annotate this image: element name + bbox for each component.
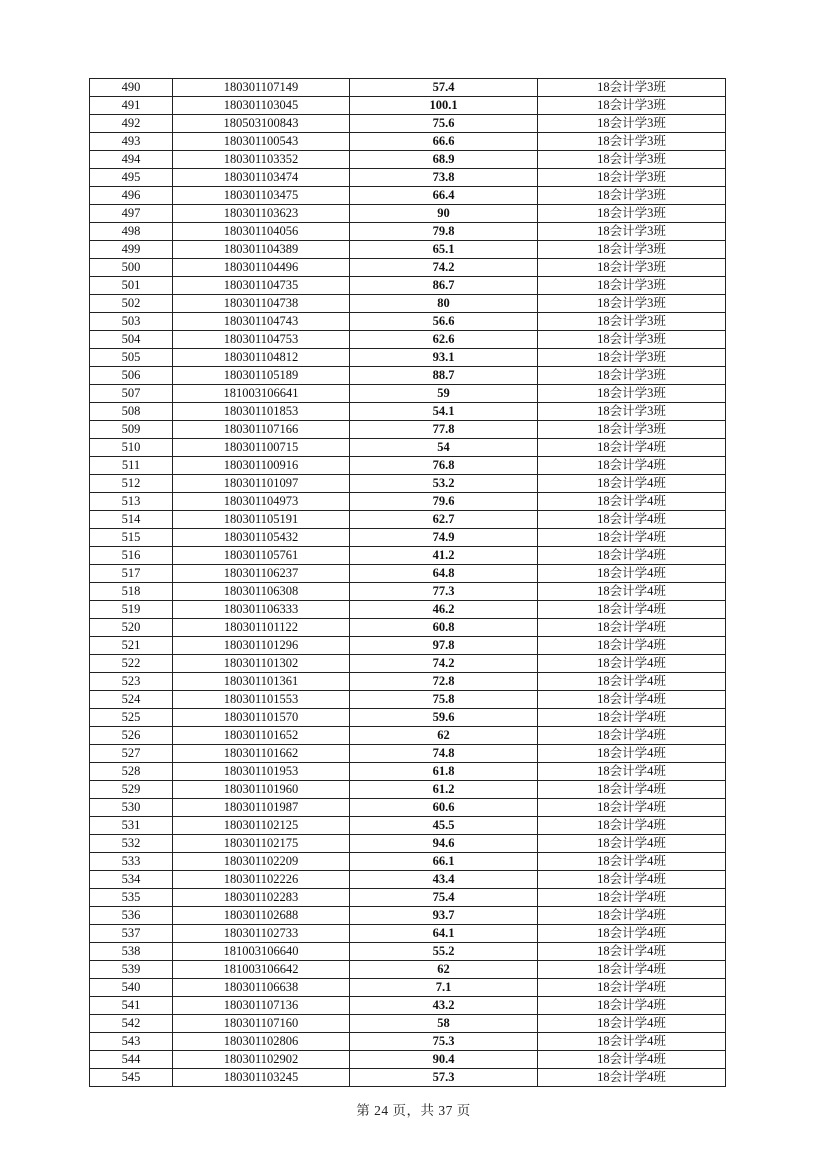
table-row	[90, 169, 726, 187]
score-cell: 90.4	[350, 1051, 538, 1069]
score-cell: 73.8	[350, 169, 538, 187]
row-number-cell: 545	[90, 1069, 173, 1087]
student-id-cell: 180301101652	[173, 727, 350, 745]
row-number-cell: 522	[90, 655, 173, 673]
student-id-cell: 180301102209	[173, 853, 350, 871]
class-name-cell: 18会计学4班	[538, 943, 726, 961]
student-id-cell: 180301106333	[173, 601, 350, 619]
class-name-cell: 18会计学3班	[538, 385, 726, 403]
score-cell: 61.8	[350, 763, 538, 781]
table-row	[90, 133, 726, 151]
table-row	[90, 331, 726, 349]
table-row	[90, 151, 726, 169]
row-number-cell: 499	[90, 241, 173, 259]
score-cell: 61.2	[350, 781, 538, 799]
student-id-cell: 180301103623	[173, 205, 350, 223]
student-id-cell: 180301105432	[173, 529, 350, 547]
row-number-cell: 497	[90, 205, 173, 223]
score-cell: 74.9	[350, 529, 538, 547]
table-row	[90, 709, 726, 727]
table-row	[90, 439, 726, 457]
row-number-cell: 526	[90, 727, 173, 745]
score-cell: 46.2	[350, 601, 538, 619]
class-name-cell: 18会计学4班	[538, 781, 726, 799]
grades-table-body	[90, 79, 726, 1087]
score-cell: 45.5	[350, 817, 538, 835]
class-name-cell: 18会计学4班	[538, 763, 726, 781]
score-cell: 74.2	[350, 259, 538, 277]
score-cell: 59	[350, 385, 538, 403]
row-number-cell: 501	[90, 277, 173, 295]
row-number-cell: 519	[90, 601, 173, 619]
student-id-cell: 180301102283	[173, 889, 350, 907]
class-name-cell: 18会计学3班	[538, 241, 726, 259]
student-id-cell: 180301101097	[173, 475, 350, 493]
table-row	[90, 529, 726, 547]
table-row	[90, 1033, 726, 1051]
class-name-cell: 18会计学4班	[538, 511, 726, 529]
table-row	[90, 583, 726, 601]
student-id-cell: 180301102733	[173, 925, 350, 943]
table-row	[90, 601, 726, 619]
student-id-cell: 180301102125	[173, 817, 350, 835]
table-row	[90, 403, 726, 421]
row-number-cell: 536	[90, 907, 173, 925]
class-name-cell: 18会计学4班	[538, 583, 726, 601]
class-name-cell: 18会计学3班	[538, 295, 726, 313]
row-number-cell: 504	[90, 331, 173, 349]
row-number-cell: 505	[90, 349, 173, 367]
class-name-cell: 18会计学4班	[538, 853, 726, 871]
class-name-cell: 18会计学4班	[538, 871, 726, 889]
score-cell: 57.4	[350, 79, 538, 97]
class-name-cell: 18会计学3班	[538, 331, 726, 349]
row-number-cell: 535	[90, 889, 173, 907]
student-id-cell: 180301104389	[173, 241, 350, 259]
row-number-cell: 514	[90, 511, 173, 529]
class-name-cell: 18会计学4班	[538, 691, 726, 709]
row-number-cell: 523	[90, 673, 173, 691]
table-row	[90, 781, 726, 799]
score-cell: 77.8	[350, 421, 538, 439]
student-id-cell: 180301105189	[173, 367, 350, 385]
row-number-cell: 508	[90, 403, 173, 421]
row-number-cell: 521	[90, 637, 173, 655]
table-row	[90, 475, 726, 493]
class-name-cell: 18会计学4班	[538, 1051, 726, 1069]
class-name-cell: 18会计学4班	[538, 619, 726, 637]
table-row	[90, 799, 726, 817]
class-name-cell: 18会计学3班	[538, 205, 726, 223]
class-name-cell: 18会计学4班	[538, 529, 726, 547]
row-number-cell: 531	[90, 817, 173, 835]
score-cell: 62.7	[350, 511, 538, 529]
table-row	[90, 115, 726, 133]
table-row	[90, 511, 726, 529]
row-number-cell: 534	[90, 871, 173, 889]
student-id-cell: 180301104735	[173, 277, 350, 295]
score-cell: 88.7	[350, 367, 538, 385]
table-row	[90, 637, 726, 655]
row-number-cell: 511	[90, 457, 173, 475]
student-id-cell: 181003106641	[173, 385, 350, 403]
row-number-cell: 491	[90, 97, 173, 115]
table-row	[90, 925, 726, 943]
score-cell: 60.6	[350, 799, 538, 817]
class-name-cell: 18会计学4班	[538, 979, 726, 997]
class-name-cell: 18会计学3班	[538, 223, 726, 241]
class-name-cell: 18会计学4班	[538, 727, 726, 745]
row-number-cell: 520	[90, 619, 173, 637]
score-cell: 57.3	[350, 1069, 538, 1087]
student-id-cell: 180301102226	[173, 871, 350, 889]
class-name-cell: 18会计学4班	[538, 799, 726, 817]
score-cell: 43.2	[350, 997, 538, 1015]
student-id-cell: 180301104738	[173, 295, 350, 313]
class-name-cell: 18会计学4班	[538, 655, 726, 673]
row-number-cell: 510	[90, 439, 173, 457]
class-name-cell: 18会计学4班	[538, 709, 726, 727]
table-row	[90, 979, 726, 997]
student-id-cell: 180301101361	[173, 673, 350, 691]
score-cell: 7.1	[350, 979, 538, 997]
student-id-cell: 180301102806	[173, 1033, 350, 1051]
row-number-cell: 495	[90, 169, 173, 187]
student-id-cell: 180301101853	[173, 403, 350, 421]
score-cell: 62	[350, 727, 538, 745]
class-name-cell: 18会计学3班	[538, 259, 726, 277]
class-name-cell: 18会计学3班	[538, 277, 726, 295]
table-row	[90, 727, 726, 745]
table-row	[90, 79, 726, 97]
student-id-cell: 180301103475	[173, 187, 350, 205]
student-id-cell: 180301101987	[173, 799, 350, 817]
table-row	[90, 1015, 726, 1033]
row-number-cell: 498	[90, 223, 173, 241]
score-cell: 62.6	[350, 331, 538, 349]
table-row	[90, 853, 726, 871]
row-number-cell: 532	[90, 835, 173, 853]
row-number-cell: 529	[90, 781, 173, 799]
class-name-cell: 18会计学3班	[538, 115, 726, 133]
row-number-cell: 544	[90, 1051, 173, 1069]
table-row	[90, 889, 726, 907]
table-row	[90, 691, 726, 709]
score-cell: 60.8	[350, 619, 538, 637]
class-name-cell: 18会计学4班	[538, 565, 726, 583]
student-id-cell: 181003106640	[173, 943, 350, 961]
row-number-cell: 500	[90, 259, 173, 277]
table-row	[90, 547, 726, 565]
row-number-cell: 507	[90, 385, 173, 403]
student-id-cell: 180503100843	[173, 115, 350, 133]
student-id-cell: 180301101122	[173, 619, 350, 637]
row-number-cell: 541	[90, 997, 173, 1015]
student-id-cell: 180301100543	[173, 133, 350, 151]
class-name-cell: 18会计学4班	[538, 601, 726, 619]
score-cell: 75.3	[350, 1033, 538, 1051]
student-id-cell: 180301104973	[173, 493, 350, 511]
class-name-cell: 18会计学4班	[538, 997, 726, 1015]
table-row	[90, 565, 726, 583]
class-name-cell: 18会计学4班	[538, 925, 726, 943]
score-cell: 75.6	[350, 115, 538, 133]
class-name-cell: 18会计学3班	[538, 151, 726, 169]
student-id-cell: 180301105191	[173, 511, 350, 529]
table-row	[90, 295, 726, 313]
table-row	[90, 763, 726, 781]
row-number-cell: 494	[90, 151, 173, 169]
table-row	[90, 277, 726, 295]
table-row	[90, 619, 726, 637]
class-name-cell: 18会计学4班	[538, 817, 726, 835]
score-cell: 79.8	[350, 223, 538, 241]
row-number-cell: 490	[90, 79, 173, 97]
row-number-cell: 543	[90, 1033, 173, 1051]
row-number-cell: 515	[90, 529, 173, 547]
student-id-cell: 180301104056	[173, 223, 350, 241]
table-row	[90, 1069, 726, 1087]
table-row	[90, 961, 726, 979]
score-cell: 75.8	[350, 691, 538, 709]
score-cell: 90	[350, 205, 538, 223]
class-name-cell: 18会计学4班	[538, 475, 726, 493]
table-row	[90, 997, 726, 1015]
row-number-cell: 496	[90, 187, 173, 205]
table-row	[90, 367, 726, 385]
student-id-cell: 180301101570	[173, 709, 350, 727]
class-name-cell: 18会计学3班	[538, 367, 726, 385]
class-name-cell: 18会计学3班	[538, 97, 726, 115]
score-cell: 68.9	[350, 151, 538, 169]
row-number-cell: 533	[90, 853, 173, 871]
score-cell: 66.1	[350, 853, 538, 871]
score-cell: 55.2	[350, 943, 538, 961]
student-id-cell: 180301103245	[173, 1069, 350, 1087]
row-number-cell: 537	[90, 925, 173, 943]
row-number-cell: 539	[90, 961, 173, 979]
score-cell: 100.1	[350, 97, 538, 115]
score-cell: 76.8	[350, 457, 538, 475]
class-name-cell: 18会计学4班	[538, 547, 726, 565]
table-row	[90, 655, 726, 673]
class-name-cell: 18会计学4班	[538, 907, 726, 925]
class-name-cell: 18会计学3班	[538, 349, 726, 367]
class-name-cell: 18会计学4班	[538, 1033, 726, 1051]
table-row	[90, 223, 726, 241]
grades-table	[89, 78, 726, 1087]
table-row	[90, 871, 726, 889]
table-row	[90, 493, 726, 511]
table-row	[90, 349, 726, 367]
class-name-cell: 18会计学4班	[538, 493, 726, 511]
score-cell: 53.2	[350, 475, 538, 493]
table-row	[90, 1051, 726, 1069]
row-number-cell: 530	[90, 799, 173, 817]
table-row	[90, 187, 726, 205]
table-row	[90, 835, 726, 853]
score-cell: 41.2	[350, 547, 538, 565]
score-cell: 65.1	[350, 241, 538, 259]
student-id-cell: 180301106638	[173, 979, 350, 997]
row-number-cell: 502	[90, 295, 173, 313]
row-number-cell: 524	[90, 691, 173, 709]
row-number-cell: 493	[90, 133, 173, 151]
student-id-cell: 180301103045	[173, 97, 350, 115]
student-id-cell: 180301103474	[173, 169, 350, 187]
score-cell: 79.6	[350, 493, 538, 511]
score-cell: 66.6	[350, 133, 538, 151]
score-cell: 80	[350, 295, 538, 313]
class-name-cell: 18会计学4班	[538, 889, 726, 907]
score-cell: 74.8	[350, 745, 538, 763]
class-name-cell: 18会计学4班	[538, 961, 726, 979]
score-cell: 74.2	[350, 655, 538, 673]
table-row	[90, 313, 726, 331]
table-row	[90, 205, 726, 223]
score-cell: 77.3	[350, 583, 538, 601]
row-number-cell: 527	[90, 745, 173, 763]
row-number-cell: 512	[90, 475, 173, 493]
score-cell: 64.8	[350, 565, 538, 583]
student-id-cell: 180301107160	[173, 1015, 350, 1033]
score-cell: 97.8	[350, 637, 538, 655]
score-cell: 66.4	[350, 187, 538, 205]
student-id-cell: 180301106308	[173, 583, 350, 601]
student-id-cell: 180301107166	[173, 421, 350, 439]
score-cell: 54	[350, 439, 538, 457]
table-row	[90, 259, 726, 277]
class-name-cell: 18会计学3班	[538, 133, 726, 151]
student-id-cell: 180301104812	[173, 349, 350, 367]
student-id-cell: 180301107136	[173, 997, 350, 1015]
student-id-cell: 180301101960	[173, 781, 350, 799]
student-id-cell: 180301106237	[173, 565, 350, 583]
student-id-cell: 180301104496	[173, 259, 350, 277]
student-id-cell: 180301102175	[173, 835, 350, 853]
class-name-cell: 18会计学3班	[538, 403, 726, 421]
score-cell: 72.8	[350, 673, 538, 691]
student-id-cell: 180301101662	[173, 745, 350, 763]
row-number-cell: 503	[90, 313, 173, 331]
class-name-cell: 18会计学4班	[538, 1015, 726, 1033]
table-row	[90, 673, 726, 691]
score-cell: 62	[350, 961, 538, 979]
student-id-cell: 180301103352	[173, 151, 350, 169]
row-number-cell: 517	[90, 565, 173, 583]
student-id-cell: 180301102902	[173, 1051, 350, 1069]
table-row	[90, 385, 726, 403]
table-row	[90, 457, 726, 475]
row-number-cell: 492	[90, 115, 173, 133]
score-cell: 75.4	[350, 889, 538, 907]
student-id-cell: 180301105761	[173, 547, 350, 565]
class-name-cell: 18会计学3班	[538, 187, 726, 205]
table-row	[90, 943, 726, 961]
student-id-cell: 180301101953	[173, 763, 350, 781]
score-cell: 54.1	[350, 403, 538, 421]
row-number-cell: 540	[90, 979, 173, 997]
table-row	[90, 907, 726, 925]
class-name-cell: 18会计学4班	[538, 745, 726, 763]
class-name-cell: 18会计学3班	[538, 313, 726, 331]
score-cell: 86.7	[350, 277, 538, 295]
score-cell: 59.6	[350, 709, 538, 727]
student-id-cell: 180301101302	[173, 655, 350, 673]
score-cell: 58	[350, 1015, 538, 1033]
class-name-cell: 18会计学4班	[538, 1069, 726, 1087]
score-cell: 64.1	[350, 925, 538, 943]
table-row	[90, 241, 726, 259]
class-name-cell: 18会计学3班	[538, 421, 726, 439]
row-number-cell: 525	[90, 709, 173, 727]
class-name-cell: 18会计学4班	[538, 637, 726, 655]
student-id-cell: 180301104743	[173, 313, 350, 331]
score-cell: 43.4	[350, 871, 538, 889]
class-name-cell: 18会计学4班	[538, 439, 726, 457]
row-number-cell: 506	[90, 367, 173, 385]
class-name-cell: 18会计学4班	[538, 457, 726, 475]
student-id-cell: 180301102688	[173, 907, 350, 925]
student-id-cell: 180301100715	[173, 439, 350, 457]
class-name-cell: 18会计学4班	[538, 673, 726, 691]
student-id-cell: 180301101296	[173, 637, 350, 655]
table-row	[90, 421, 726, 439]
row-number-cell: 513	[90, 493, 173, 511]
student-id-cell: 180301107149	[173, 79, 350, 97]
table-row	[90, 817, 726, 835]
student-id-cell: 181003106642	[173, 961, 350, 979]
table-row	[90, 97, 726, 115]
row-number-cell: 542	[90, 1015, 173, 1033]
row-number-cell: 528	[90, 763, 173, 781]
score-cell: 93.7	[350, 907, 538, 925]
student-id-cell: 180301101553	[173, 691, 350, 709]
page-number-footer: 第 24 页，共 37 页	[356, 1103, 471, 1118]
row-number-cell: 538	[90, 943, 173, 961]
table-row	[90, 745, 726, 763]
row-number-cell: 518	[90, 583, 173, 601]
row-number-cell: 509	[90, 421, 173, 439]
score-cell: 94.6	[350, 835, 538, 853]
student-id-cell: 180301104753	[173, 331, 350, 349]
row-number-cell: 516	[90, 547, 173, 565]
class-name-cell: 18会计学3班	[538, 169, 726, 187]
score-cell: 93.1	[350, 349, 538, 367]
score-cell: 56.6	[350, 313, 538, 331]
class-name-cell: 18会计学3班	[538, 79, 726, 97]
student-id-cell: 180301100916	[173, 457, 350, 475]
class-name-cell: 18会计学4班	[538, 835, 726, 853]
